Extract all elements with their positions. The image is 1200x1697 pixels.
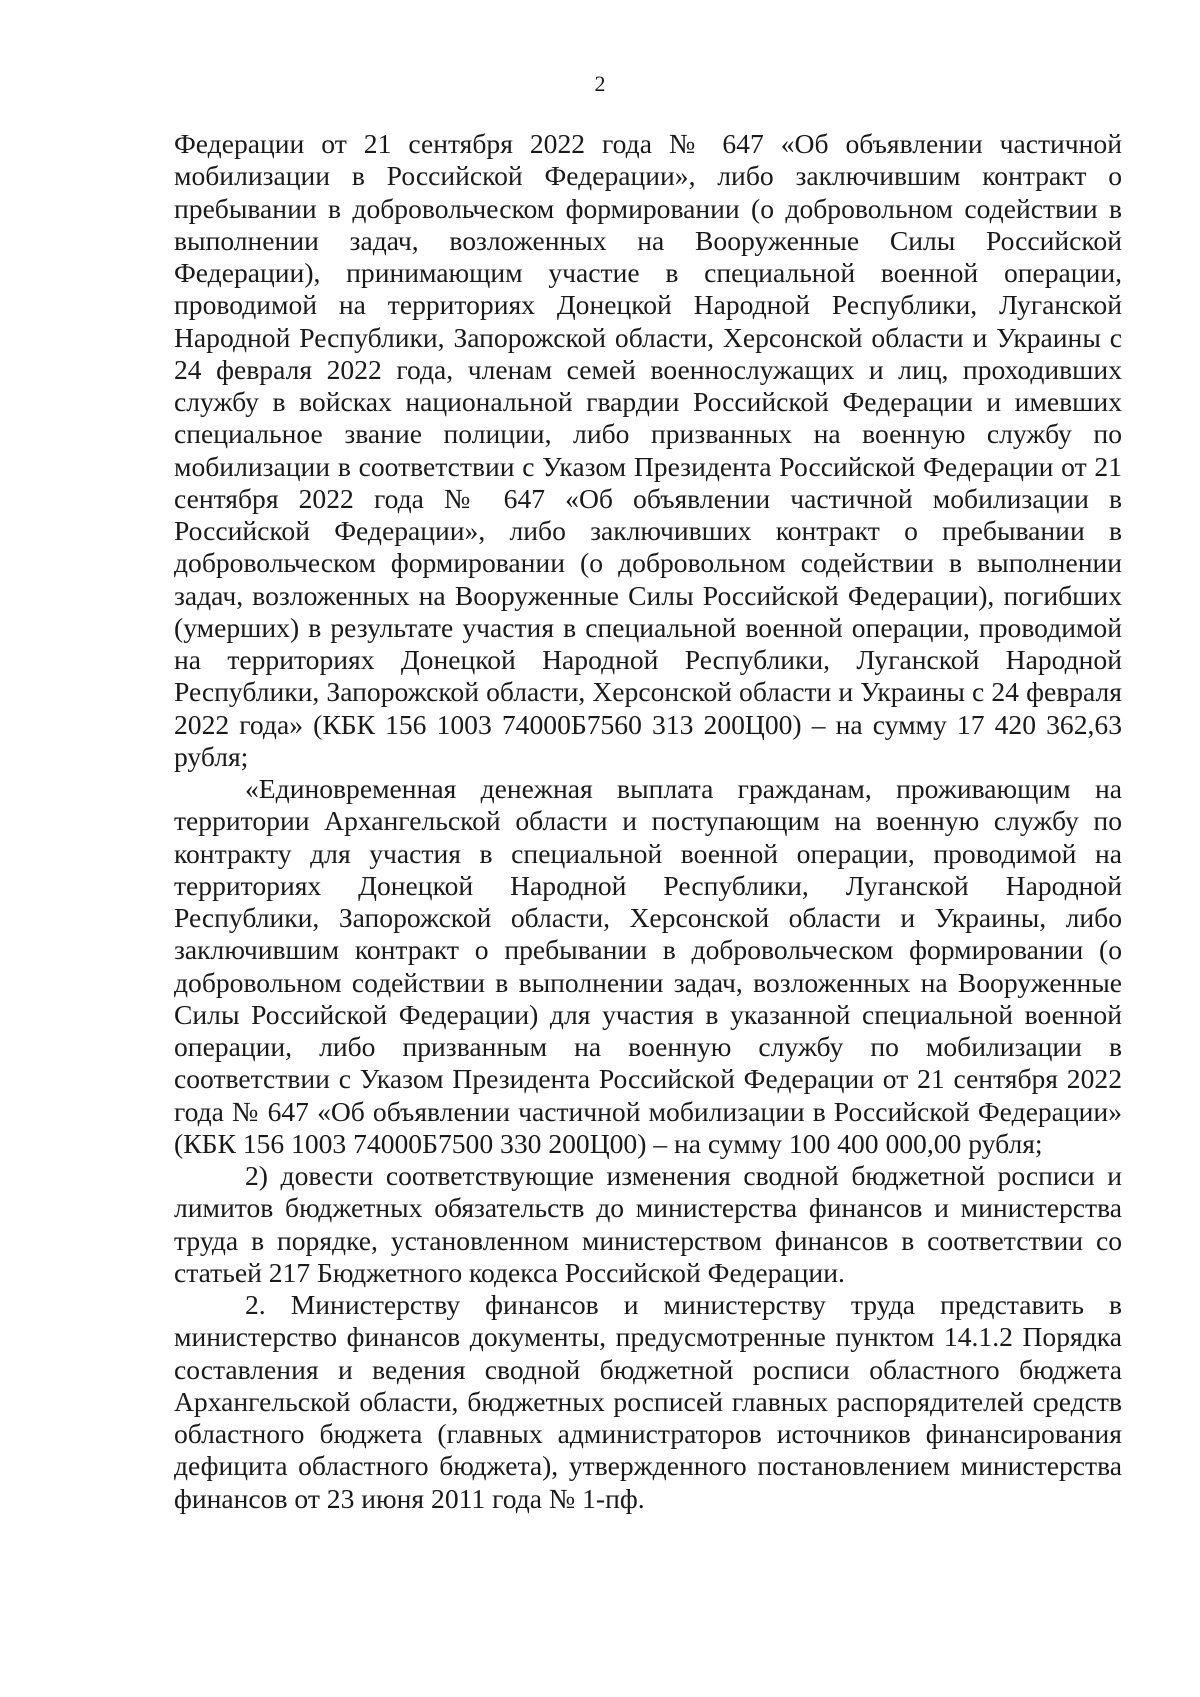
paragraph-ministries-submit: 2. Министерству финансов и министерству труда представить в министерство финансов документы, предусмотренные пунктом 14.1.2 Порядка составления и ведения сводной бюджетной росписи областного бюджета Архангельской области, бюджетных росписей главных распорядителей средств областного бюджета (главных администраторов источников финансирования дефицита областного бюджета), утвержденного постановлением министерства финансов от 23 июня 2011 года № 1-пф.: [174, 1289, 1122, 1514]
paragraph-lump-sum-payment: «Единовременная денежная выплата гражданам, проживающим на территории Архангельской области и поступающим на военную службу по контракту для участия в специальной военной операции, проводимой на территориях Донецкой Народной Республики, Луганской Народной Республики, Запорожской области, Херсонской области и Украины, либо заключившим контракт о пребывании в добровольческом формировании (о добровольном содействии в выполнении задач, возложенных на Вооруженные Силы Российской Федерации) для участия в указанной специальной военной операции, либо призванным на военную службу по мобилизации в соответствии с Указом Президента Российской Федерации от 21 сентября 2022 года № 647 «Об объявлении частичной мобилизации в Российской Федерации» (КБК 156 1003 74000Б7500 330 200Ц00) – на сумму 100 400 000,00 рубля;: [174, 773, 1122, 1159]
page-number: 2: [594, 71, 606, 96]
paragraph-continuation: Федерации от 21 сентября 2022 года № 647 «Об объявлении частичной мобилизации в Российской Федерации», либо заключившим контракт о пребывании в добровольческом формировании (о добровольном содействии в выполнении задач, возложенных на Вооруженные Силы Российской Федерации), принимающим участие в специальной военной операции, проводимой на территориях Донецкой Народной Республики, Луганской Народной Республики, Запорожской области, Херсонской области и Украины с 24 февраля 2022 года, членам семей военнослужащих и лиц, проходивших службу в войсках национальной гвардии Российской Федерации и имевших специальное звание полиции, либо призванных на военную службу по мобилизации в соответствии с Указом Президента Российской Федерации от 21 сентября 2022 года № 647 «Об объявлении частичной мобилизации в Российской Федерации», либо заключивших контракт о пребывании в добровольческом формировании (о добровольном содействии в выполнении задач, возложенных на Вооруженные Силы Российской Федерации), погибших (умерших) в результате участия в специальной военной операции, проводимой на территориях Донецкой Народной Республики, Луганской Народной Республики, Запорожской области, Херсонской области и Украины с 24 февраля 2022 года» (КБК 156 1003 74000Б7560 313 200Ц00) – на сумму 17 420 362,63 рубля;: [174, 128, 1122, 772]
paragraph-budget-changes: 2) довести соответствующие изменения сводной бюджетной росписи и лимитов бюджетных обязательств до министерства финансов и министерства труда в порядке, установленном министерством финансов в соответствии со статьей 217 Бюджетного кодекса Российской Федерации.: [174, 1160, 1122, 1288]
document-body: [174, 128, 1122, 1515]
